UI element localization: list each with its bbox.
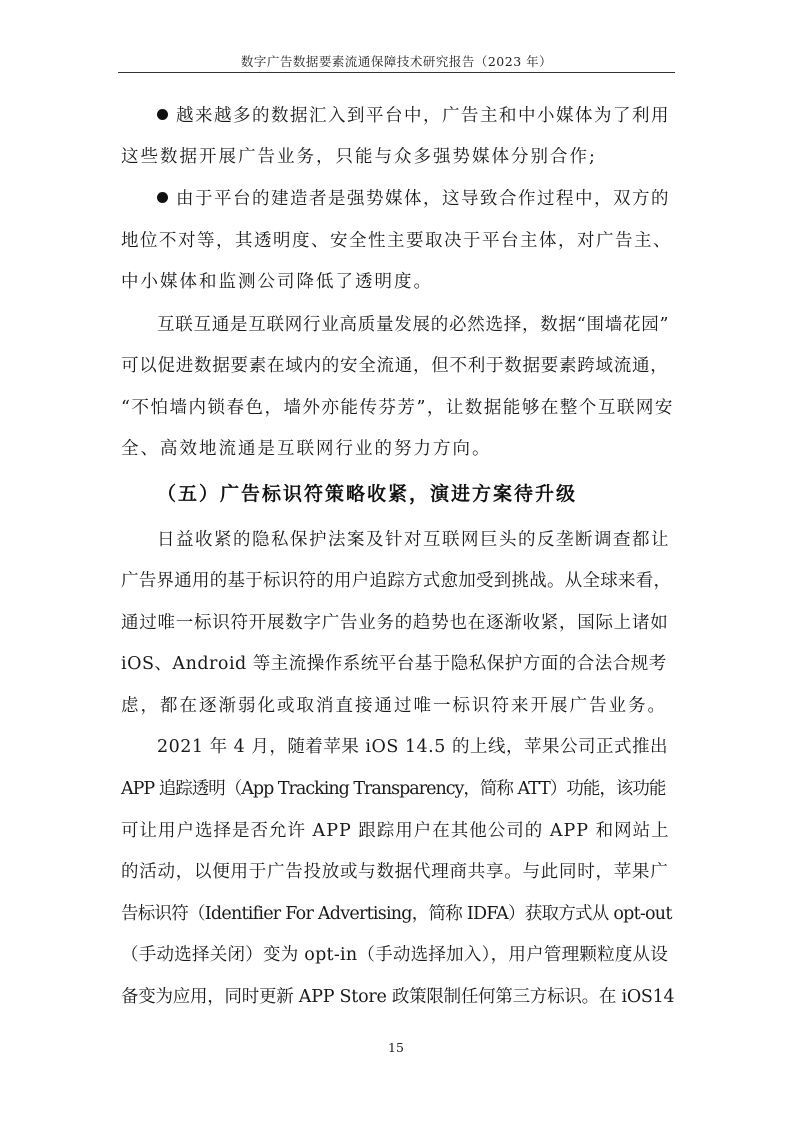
- bullet-dot-icon: [157, 192, 168, 203]
- bullet-line: 越来越多的数据汇入到平台中，广告主和中小媒体为了利用: [157, 96, 673, 137]
- paragraph-line: 告标识符（Identifier For Advertising，简称 IDFA）获取方式从 opt-out: [121, 904, 672, 924]
- paragraph-line: 的活动，以便用于广告投放或与数据代理商共享。与此同时，苹果广: [121, 862, 669, 882]
- paragraph-line: iOS、Android 等主流操作系统平台基于隐私保护方面的合法合规考: [121, 654, 667, 674]
- bullet-line: 中小媒体和监测公司降低了透明度。: [121, 272, 433, 292]
- page-number: 15: [388, 1040, 404, 1055]
- section-heading: （五）广告标识符策略收紧，演进方案待升级: [157, 483, 578, 505]
- bullet-line: 地位不对等，其透明度、安全性主要取决于平台主体，对广告主、: [121, 231, 672, 251]
- paragraph-line: “不怕墙内锁春色，墙外亦能传芬芳”，让数据能够在整个互联网安: [121, 398, 674, 418]
- paragraph-line: 备变为应用，同时更新 APP Store 政策限制任何第三方标识。在 iOS14: [121, 987, 675, 1007]
- paragraph-line: 2021 年 4 月，随着苹果 iOS 14.5 的上线，苹果公司正式推出: [157, 737, 668, 757]
- paragraph-line: 全、高效地流通是互联网行业的努力方向。: [121, 439, 492, 459]
- bullet-dot-icon: [157, 109, 168, 120]
- paragraph-line: 虑，都在逐渐弱化或取消直接通过唯一标识符来开展广告业务。: [121, 696, 667, 716]
- paragraph-line: 广告界通用的基于标识符的用户追踪方式愈加受到挑战。从全球来看，: [121, 571, 672, 591]
- paragraph-line: 日益收紧的隐私保护法案及针对互联网巨头的反垄断调查都让: [157, 530, 670, 550]
- paragraph-line: APP 追踪透明（App Tracking Transparency，简称 ATT）功能，该功能: [121, 779, 666, 799]
- bullet-line: 由于平台的建造者是强势媒体，这导致合作过程中，双方的: [157, 179, 673, 220]
- paragraph-line: 可以促进数据要素在域内的安全流通，但不利于数据要素跨域流通，: [121, 356, 669, 376]
- header-rule: [118, 72, 675, 73]
- paragraph-line: 可让用户选择是否允许 APP 跟踪用户在其他公司的 APP 和网站上: [121, 821, 670, 841]
- running-header: 数字广告数据要素流通保障技术研究报告（2023 年）: [240, 54, 553, 69]
- paragraph-line: （手动选择关闭）变为 opt-in（手动选择加入），用户管理颗粒度从设: [121, 945, 669, 965]
- paragraph-line: 互联互通是互联网行业高质量发展的必然选择，数据“围墙花园”: [157, 315, 670, 335]
- paragraph-line: 通过唯一标识符开展数字广告业务的趋势也在逐渐收紧，国际上诸如: [121, 613, 669, 633]
- bullet-line: 这些数据开展广告业务，只能与众多强势媒体分别合作;: [121, 147, 597, 167]
